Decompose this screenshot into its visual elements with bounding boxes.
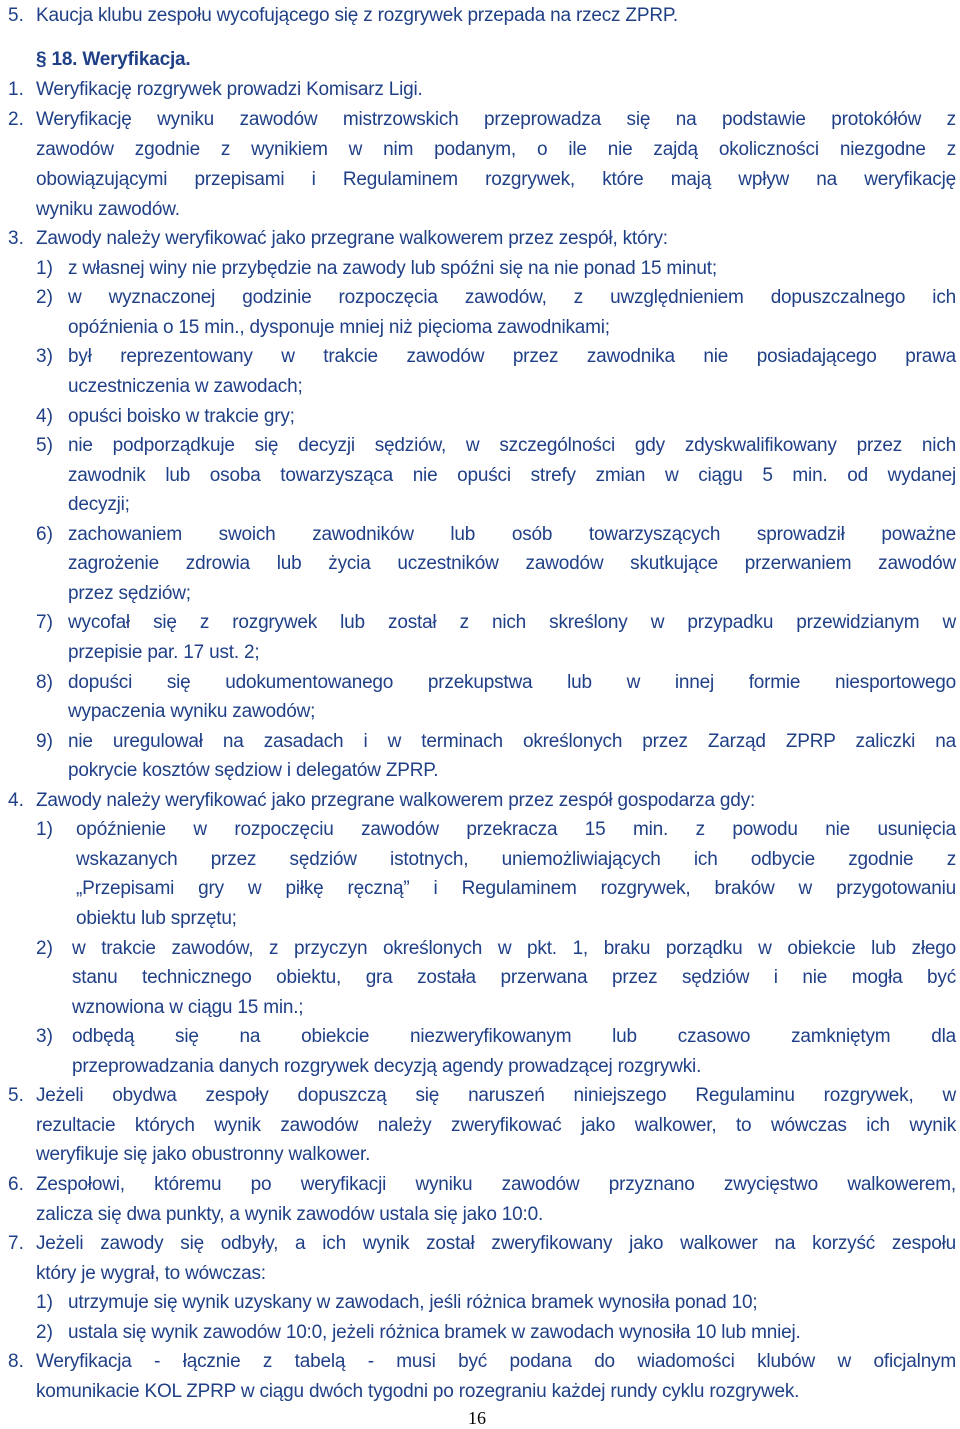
list-item-line: zagrożenie zdrowia lub życia uczestników zawodów skutkujące przerwaniem zawodów [68, 553, 956, 574]
section-heading: § 18. Weryfikacja. [36, 49, 191, 70]
paragraph-number: 4. [8, 790, 24, 811]
paragraph-line: Jeżeli zawody się odbyły, a ich wynik został zweryfikowany jako walkower na korzyść zespołu [36, 1233, 956, 1254]
list-item-line: zachowaniem swoich zawodników lub osób towarzyszących sprowadził poważne [68, 524, 956, 545]
list-item-line: przez sędziów; [68, 583, 191, 604]
list-item-line: wznowiona w ciągu 15 min.; [72, 997, 304, 1018]
list-item-line: stanu technicznego obiektu, gra została przerwana przez sędziów i nie mogła być [72, 967, 956, 988]
list-item-line: nie podporządkuje się decyzji sędziów, w szczególności gdy zdyskwalifikowany przez nich [68, 435, 956, 456]
paragraph-line: Weryfikacja - łącznie z tabelą - musi być podana do wiadomości klubów w oficjalnym [36, 1351, 956, 1372]
list-item-line: opóźnienie w rozpoczęciu zawodów przekracza 15 min. z powodu nie usunięcia [76, 819, 956, 840]
list-item-line: opuści boisko w trakcie gry; [68, 406, 295, 427]
list-item-number: 2) [36, 287, 53, 308]
list-item-number: 1) [36, 819, 53, 840]
list-item-line: pokrycie kosztów sędziow i delegatów ZPRP. [68, 760, 439, 781]
paragraph-line: weryfikuje się jako obustronny walkower. [36, 1144, 371, 1165]
list-item-number: 1) [36, 1292, 53, 1313]
list-item-number: 3) [36, 1026, 53, 1047]
list-item-line: wycofał się z rozgrywek lub został z nich skreślony w przypadku przewidzianym w [68, 612, 956, 633]
list-item-line: uczestniczenia w zawodach; [68, 376, 303, 397]
list-item-line: opóźnienia o 15 min., dysponuje mniej niż pięcioma zawodnikami; [68, 317, 610, 338]
list-item-line: był reprezentowany w trakcie zawodów przez zawodnika nie posiadającego prawa [68, 346, 956, 367]
paragraph-number: 6. [8, 1174, 24, 1195]
list-item-line: odbędą się na obiekcie niezweryfikowanym lub czasowo zamkniętym dla [72, 1026, 956, 1047]
page-number: 16 [468, 1408, 486, 1428]
list-item-number: 3) [36, 346, 53, 367]
paragraph-line: zawodów zgodnie z wynikiem w nim podanym, o ile nie zajdą okoliczności niezgodne z [36, 139, 956, 160]
paragraph-line: Weryfikację wyniku zawodów mistrzowskich przeprowadza się na podstawie protokółów z [36, 109, 956, 130]
paragraph-number: 2. [8, 109, 24, 130]
list-item-line: dopuści się udokumentowanego przekupstwa lub w innej formie niesportowego [68, 672, 956, 693]
list-item-line: przeprowadzania danych rozgrywek decyzją agendy prowadzącej rozgrywki. [72, 1056, 702, 1077]
item-number: 5. [8, 5, 24, 26]
paragraph-line: Jeżeli obydwa zespoły dopuszczą się naruszeń niniejszego Regulaminu rozgrywek, w [36, 1085, 956, 1106]
paragraph-line: komunikacie KOL ZPRP w ciągu dwóch tygodni po rozegraniu każdej rundy cyklu rozgrywek. [36, 1381, 800, 1402]
list-item-line: wskazanych przez sędziów istotnych, uniemożliwiających ich odbycie zgodnie z [76, 849, 956, 870]
list-item-number: 6) [36, 524, 53, 545]
list-item-number: 7) [36, 612, 53, 633]
paragraph-number: 8. [8, 1351, 24, 1372]
paragraph-line: zalicza się dwa punkty, a wynik zawodów ustala się jako 10:0. [36, 1204, 544, 1225]
paragraph-line: Zespołowi, któremu po weryfikacji wyniku zawodów przyznano zwycięstwo walkowerem, [36, 1174, 956, 1195]
list-item-line: ustala się wynik zawodów 10:0, jeżeli różnica bramek w zawodach wynosiła 10 lub mniej. [68, 1322, 801, 1343]
list-item-line: przepisie par. 17 ust. 2; [68, 642, 260, 663]
list-item-number: 2) [36, 1322, 53, 1343]
list-item-line: nie uregulował na zasadach i w terminach określonych przez Zarząd ZPRP zaliczki na [68, 731, 956, 752]
list-item-line: decyzji; [68, 494, 130, 515]
list-item-number: 8) [36, 672, 53, 693]
list-item-number: 2) [36, 938, 53, 959]
list-item-number: 5) [36, 435, 53, 456]
item-text: Kaucja klubu zespołu wycofującego się z rozgrywek przepada na rzecz ZPRP. [36, 5, 678, 26]
list-item-line: zawodnik lub osoba towarzysząca nie opuści strefy zmian w ciągu 5 min. od wydanej [68, 465, 956, 486]
list-item-line: „Przepisami gry w piłkę ręczną” i Regulaminem rozgrywek, braków w przygotowaniu [76, 878, 956, 899]
list-item-line: utrzymuje się wynik uzyskany w zawodach, jeśli różnica bramek wynosiła ponad 10; [68, 1292, 758, 1313]
list-item-line: obiektu lub sprzętu; [76, 908, 237, 929]
paragraph-line: wyniku zawodów. [36, 199, 180, 220]
paragraph-text: Zawody należy weryfikować jako przegrane walkowerem przez zespół gospodarza gdy: [36, 790, 756, 811]
list-item-line: wypaczenia wyniku zawodów; [68, 701, 316, 722]
list-item-number: 1) [36, 258, 53, 279]
paragraph-line: rezultacie których wynik zawodów należy zweryfikować jako walkower, to wówczas ich wynik [36, 1115, 956, 1136]
paragraph-number: 5. [8, 1085, 24, 1106]
list-item-number: 9) [36, 731, 53, 752]
list-item-line: w wyznaczonej godzinie rozpoczęcia zawodów, z uwzględnieniem dopuszczalnego ich [68, 287, 956, 308]
paragraph-number: 1. [8, 79, 24, 100]
paragraph-line: obowiązującymi przepisami i Regulaminem rozgrywek, które mają wpływ na weryfikację [36, 169, 956, 190]
paragraph-number: 3. [8, 228, 24, 249]
paragraph-number: 7. [8, 1233, 24, 1254]
list-item-line: w trakcie zawodów, z przyczyn określonych w pkt. 1, braku porządku w obiekcie lub złego [72, 938, 956, 959]
paragraph-text: Weryfikację rozgrywek prowadzi Komisarz Ligi. [36, 79, 423, 100]
list-item-line: z własnej winy nie przybędzie na zawody lub spóźni się na nie ponad 15 minut; [68, 258, 717, 279]
list-item-number: 4) [36, 406, 53, 427]
paragraph-line: który je wygrał, to wówczas: [36, 1263, 266, 1284]
paragraph-text: Zawody należy weryfikować jako przegrane walkowerem przez zespół, który: [36, 228, 668, 249]
